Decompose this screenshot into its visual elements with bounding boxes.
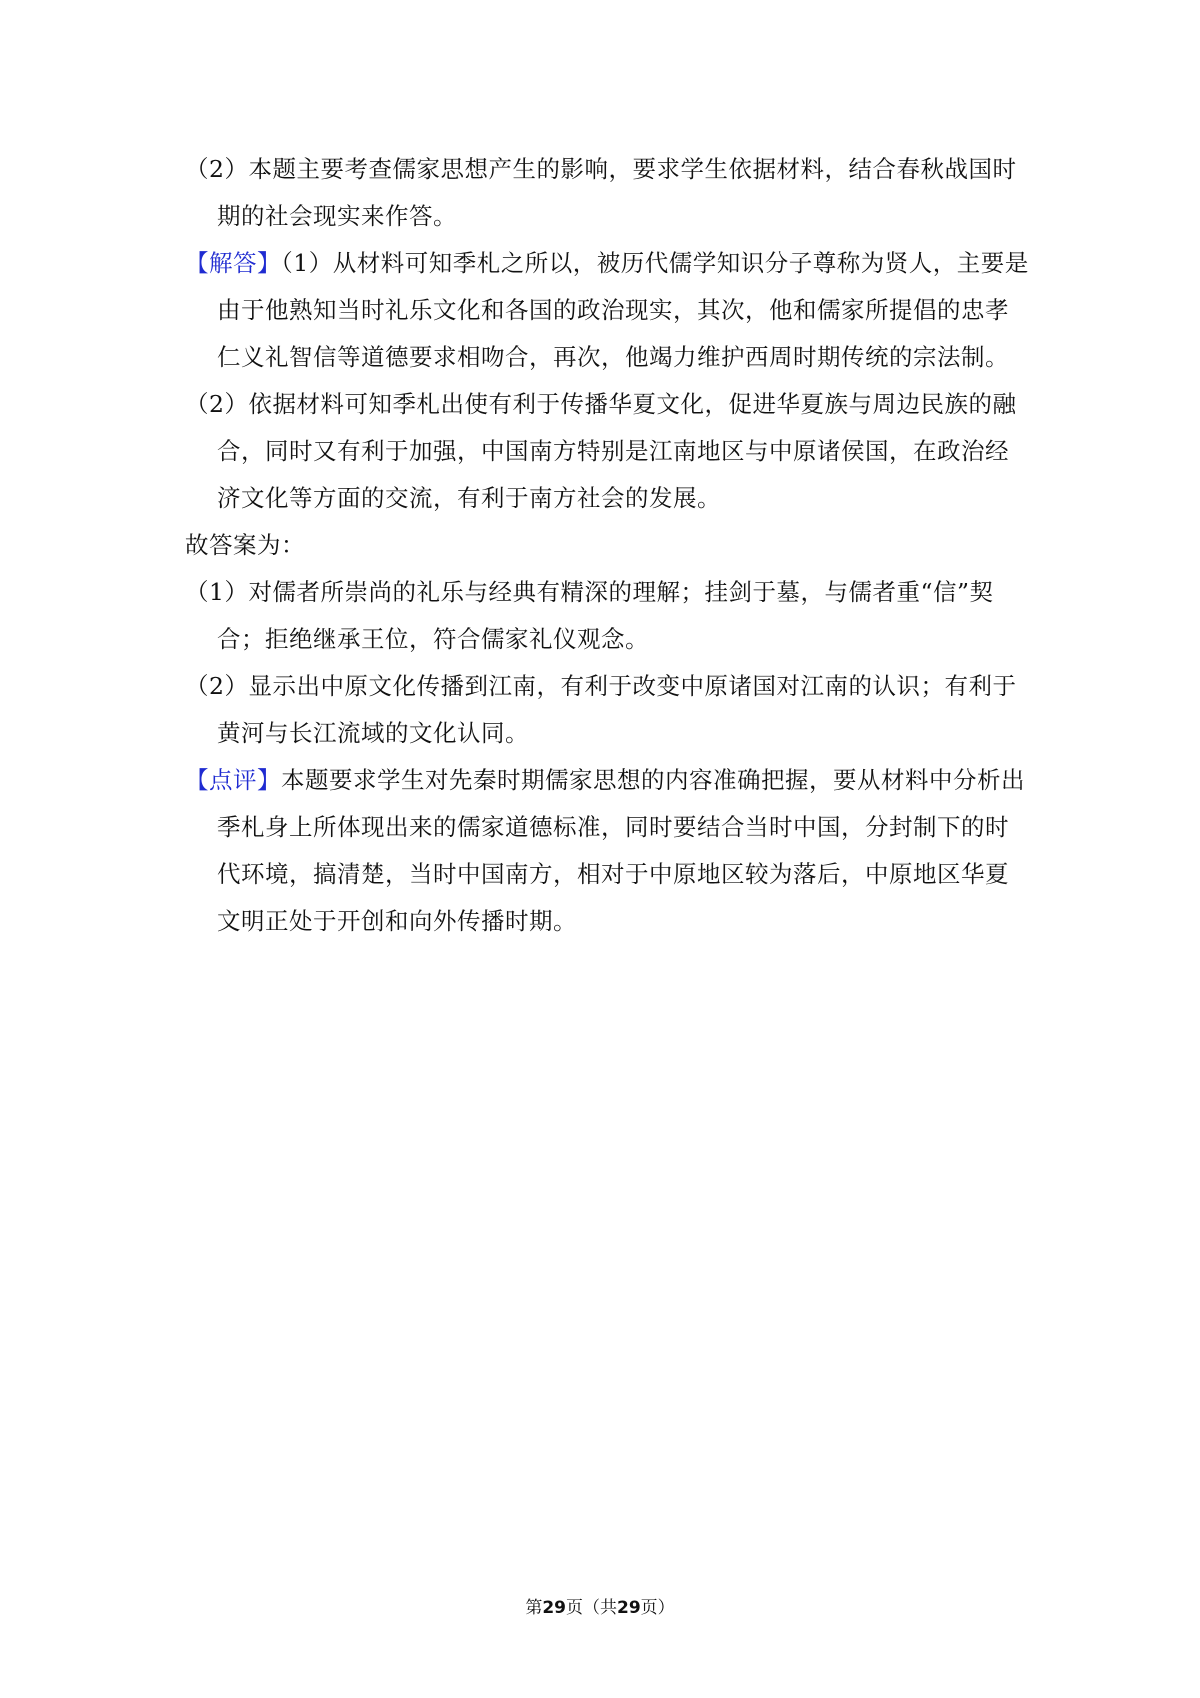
footer-prefix: 第 bbox=[525, 1598, 543, 1618]
answer-point-1-text: （1）从材料可知季札之所以，被历代儒学知识分子尊称为贤人，主要是由于他熟知当时礼乐文化和各国的政治现实，其次，他和儒家所提倡的忠孝仁义礼智信等道德要求相吻合，再次，他竭力维护西周时期传统的宗法制。 bbox=[217, 249, 1029, 371]
comment-paragraph bbox=[185, 757, 1030, 945]
analysis-point-2 bbox=[185, 146, 1030, 240]
footer-current-page: 29 bbox=[542, 1598, 566, 1618]
conclusion-heading bbox=[185, 522, 1030, 569]
answer-point-1 bbox=[185, 240, 1030, 381]
footer-middle: 页（共 bbox=[566, 1598, 617, 1618]
page-footer bbox=[0, 1596, 1200, 1620]
analysis-point-2-text: （2）本题主要考查儒家思想产生的影响，要求学生依据材料，结合春秋战国时期的社会现实来作答。 bbox=[185, 155, 1017, 230]
comment-tag: 【点评】 bbox=[185, 766, 281, 794]
conclusion-heading-text: 故答案为： bbox=[185, 531, 305, 559]
conclusion-point-2-text: （2）显示出中原文化传播到江南，有利于改变中原诸国对江南的认识；有利于黄河与长江流域的文化认同。 bbox=[185, 672, 1017, 747]
conclusion-point-1 bbox=[185, 569, 1030, 663]
answer-tag: 【解答】 bbox=[185, 249, 281, 277]
conclusion-point-1-text: （1）对儒者所崇尚的礼乐与经典有精深的理解；挂剑于墓，与儒者重“信”契合；拒绝继承王位，符合儒家礼仪观念。 bbox=[185, 578, 994, 653]
footer-total-pages: 29 bbox=[617, 1598, 641, 1618]
comment-text: 本题要求学生对先秦时期儒家思想的内容准确把握，要从材料中分析出季札身上所体现出来的儒家道德标准，同时要结合当时中国，分封制下的时代环境，搞清楚，当时中国南方，相对于中原地区较为落后，中原地区华夏文明正处于开创和向外传播时期。 bbox=[217, 766, 1025, 935]
answer-point-2 bbox=[185, 381, 1030, 522]
footer-suffix: 页） bbox=[640, 1598, 675, 1618]
page-content bbox=[185, 146, 1030, 945]
conclusion-point-2 bbox=[185, 663, 1030, 757]
answer-point-2-text: （2）依据材料可知季札出使有利于传播华夏文化，促进华夏族与周边民族的融合，同时又有利于加强，中国南方特别是江南地区与中原诸侯国，在政治经济文化等方面的交流，有利于南方社会的发展。 bbox=[185, 390, 1017, 512]
